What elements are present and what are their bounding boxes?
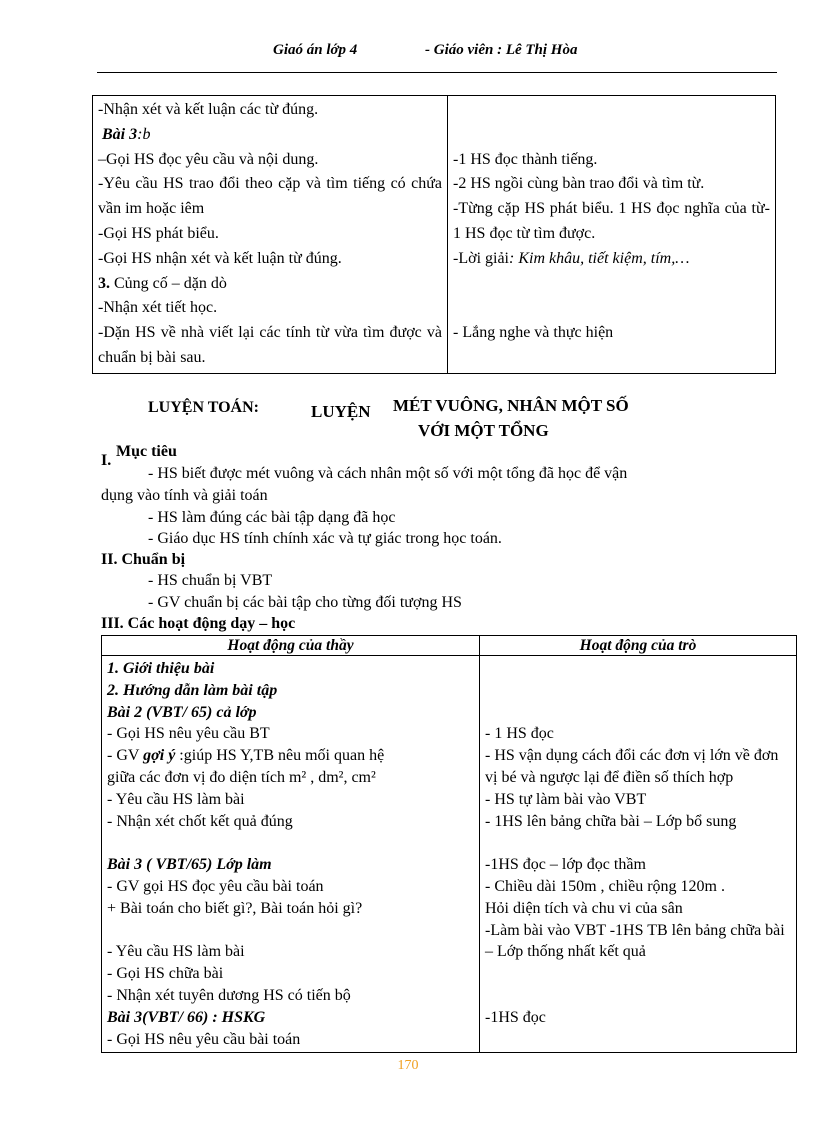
t1-right-4: [453, 247, 770, 272]
t2-r6: - Chiều dài 150m , chiều rộng 120m .: [485, 877, 725, 895]
t1-section-3: [98, 272, 442, 297]
t2-a5-post: :giúp HS Y,TB nêu mối quan hệ: [175, 747, 385, 765]
t1-right-1: -1 HS đọc thành tiếng.: [453, 150, 598, 168]
t2-right-cell: [480, 656, 797, 1053]
t1-line-8: -Nhận xét tiết học.: [98, 299, 218, 317]
t2-a1: 1. Giới thiệu bài: [107, 660, 215, 677]
activity-table-1: [92, 95, 776, 374]
t1-line-6: -Gọi HS nhận xét và kết luận từ đúng.: [98, 249, 342, 267]
t2-head-left: Hoạt động của thầy: [102, 636, 480, 656]
header-divider: [97, 72, 777, 73]
t2-r9: -1HS đọc: [485, 1008, 546, 1026]
sec1-line-1a: - HS biết được mét vuông và cách nhân một số với một tổng đã học để vận: [148, 465, 628, 482]
sec1-title: Mục tiêu: [116, 443, 177, 460]
t1-section-3-num: 3.: [98, 274, 110, 292]
t2-c2: - Gọi HS nêu yêu cầu bài toán: [107, 1030, 301, 1048]
t2-b3: + Bài toán cho biết gì?, Bài toán hỏi gì?: [107, 899, 363, 917]
t1-right-4-label: -Lời giải: [453, 249, 509, 267]
sec3-title: III. Các hoạt động dạy – học: [101, 615, 296, 632]
sec1-number: I.: [101, 452, 112, 469]
t2-b5: - Gọi HS chữa bài: [107, 965, 224, 983]
t2-b4: - Yêu cầu HS làm bài: [107, 943, 245, 961]
t2-a7: - Yêu cầu HS làm bài: [107, 790, 245, 808]
t1-right-4-answer: : Kim khâu, tiết kiệm, tím,…: [509, 249, 690, 267]
t2-r4: - 1HS lên bảng chữa bài – Lớp bổ sung: [485, 812, 737, 830]
t2-b2: - GV gọi HS đọc yêu cầu bài toán: [107, 877, 324, 895]
t1-line-4: -Yêu cầu HS trao đổi theo cặp và tìm tiếng có chứa vần im hoặc iêm: [98, 175, 442, 218]
t1-right-5: - Lắng nghe và thực hiện: [453, 324, 614, 342]
t2-a5-pre: - GV: [107, 747, 144, 765]
t2-r8: -Làm bài vào VBT -1HS TB lên bảng chữa bài – Lớp thống nhất kết quả: [485, 921, 785, 961]
t1-right-3: -Từng cặp HS phát biểu. 1 HS đọc nghĩa của từ- 1 HS đọc từ tìm được.: [453, 200, 770, 242]
t2-left-cell: [102, 656, 480, 1053]
lesson-title-1: MÉT VUÔNG, NHÂN MỘT SỐ: [393, 396, 629, 415]
t2-a5-goiy: gợi ý: [143, 747, 176, 765]
t1-bai3-suffix: :b: [137, 125, 151, 143]
header-right: - Giáo viên : Lê Thị Hòa: [425, 42, 578, 58]
t2-head-right: Hoạt động của trò: [480, 636, 797, 656]
t2-r3: - HS tự làm bài vào VBT: [485, 790, 647, 808]
t2-a2: 2. Hướng dẫn làm bài tập: [107, 681, 278, 699]
lesson-title-2: VỚI MỘT TỔNG: [418, 421, 549, 440]
table1-right-cell: [448, 96, 776, 374]
sec2-line-1: - HS chuẩn bị VBT: [148, 572, 273, 589]
lesson-luyen: LUYỆN: [311, 402, 371, 421]
t2-r1: - 1 HS đọc: [485, 725, 554, 743]
t1-section-3-title: Củng cố – dặn dò: [114, 274, 227, 292]
t2-b6: - Nhận xét tuyên dương HS có tiến bộ: [107, 986, 351, 1004]
t2-a5: [107, 745, 474, 767]
t1-line-9: -Dặn HS về nhà viết lại các tính từ vừa tìm được và chuẩn bị bài sau.: [98, 324, 442, 366]
t1-line-3: –Gọi HS đọc yêu cầu và nội dung.: [98, 150, 319, 168]
t2-c1: Bài 3(VBT/ 66) : HSKG: [107, 1008, 266, 1026]
t2-r5: -1HS đọc – lớp đọc thầm: [485, 856, 646, 874]
lesson-label: LUYỆN TOÁN:: [148, 399, 259, 416]
t1-bai3: [98, 123, 442, 148]
sec2-line-2: - GV chuẩn bị các bài tập cho từng đối tượng HS: [148, 594, 462, 611]
t2-b1: Bài 3 ( VBT/65) Lớp làm: [107, 856, 272, 874]
t1-bai3-label: Bài 3: [102, 125, 138, 143]
page-number: 170: [397, 1058, 419, 1073]
t1-right-2: -2 HS ngồi cùng bàn trao đổi và tìm từ.: [453, 175, 705, 193]
t2-a4: - Gọi HS nêu yêu cầu BT: [107, 725, 270, 743]
activity-table-2: [101, 635, 797, 1053]
table1-left-cell: [93, 96, 448, 374]
sec1-line-3: - Giáo dục HS tính chính xác và tự giác trong học toán.: [148, 530, 502, 547]
t2-a8: - Nhận xét chốt kết quả đúng: [107, 812, 293, 830]
sec2-title: II. Chuẩn bị: [101, 551, 186, 568]
sec1-line-1b: dụng vào tính và giải toán: [101, 487, 268, 504]
header-left: Giaó án lớp 4: [273, 42, 358, 58]
t2-r2: - HS vận dụng cách đổi các đơn vị lớn về đơn vị bé và ngược lại để điền số thích hợp: [485, 747, 779, 786]
t1-line-5: -Gọi HS phát biểu.: [98, 224, 219, 242]
t2-a3: Bài 2 (VBT/ 65) cả lớp: [107, 703, 257, 721]
t1-line-1: -Nhận xét và kết luận các từ đúng.: [98, 101, 319, 118]
t2-a6: giữa các đơn vị đo diện tích m² , dm², cm²: [107, 768, 376, 786]
t2-r7: Hỏi diện tích và chu vi của sân: [485, 899, 683, 917]
sec1-line-2: - HS làm đúng các bài tập dạng đã học: [148, 509, 396, 526]
